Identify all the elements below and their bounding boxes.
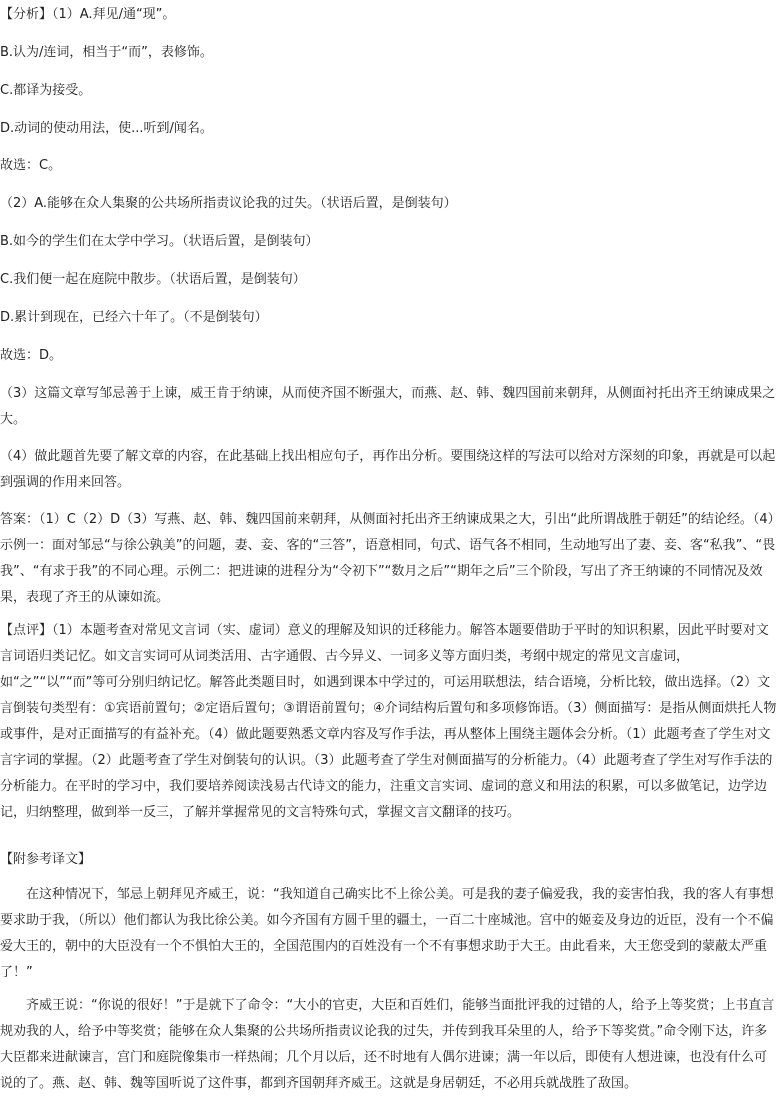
analysis-paragraph-3: （3）这篇文章写邹忌善于上谏，威王肯于纳谏，从而使齐国不断强大，而燕、赵、韩、魏四国前来朝拜，从侧面衬托出齐王纳谏成果之大。 (0, 386, 776, 427)
translation-heading: 【附参考译文】 (0, 852, 92, 867)
comment-paragraph: 【点评】（1）本题考查对常见文言词（实、虚词）意义的理解及知识的迁移能力。解答本题要借助于平时的知识积累，因此平时要对文言词语归类记忆。如文言实词可从词类活用、古字通假、古今异义、一词多义等方面归类，考纲中规定的常见文言虚词，如“之”“以”“而”等可分别归纳记忆。解答此类题目时，如遇到课本中学过的，可运用联想法，结合语境，分析比较，做出选择。（2）文言倒装句类型有：①宾语前置句；②定语后置句；③谓语前置句；④介词结构后置句和多项修饰语。（3）侧面描写：是指从侧面烘托人物或事件，是对正面描写的有益补充。（4）做此题要熟悉文章内容及写作手法，再从整体上围绕主题体会分析。（1）此题考查了学生对文言字词的掌握。（2）此题考查了学生对倒装句的认识。（3）此题考查了学生对侧面描写的分析能力。（4）此题考查了学生对写作手法的分析能力。在平时的学习中，我们要培养阅读浅易古代诗文的能力，注重文言实词、虚词的意义和用法的积累，可以多做笔记，边学边记，归纳整理，做到举一反三，了解并掌握常见的文言特殊句式，掌握文言文翻译的技巧。 (0, 623, 777, 820)
analysis-line-3: C.都译为接受。 (0, 83, 92, 98)
analysis-line-8: C.我们便一起在庭院中散步。（状语后置，是倒装句） (0, 272, 306, 287)
translation-paragraph-2: 齐威王说：“你说的很好！”于是就下了命令：“大小的官吏，大臣和百姓们，能够当面批评我的过错的人，给予上等奖赏；上书直言规劝我的人，给予中等奖赏；能够在众人集聚的公共场所指责议论我的过失，并传到我耳朵里的人，给予下等奖赏。”命令刚下达，许多大臣都来进献谏言，宫门和庭院像集市一样热闹；几个月以后，还不时地有人偶尔进谏；满一年以后，即使有人想进谏，也没有什么可说的了。燕、赵、韩、魏等国听说了这件事，都到齐国朝拜齐威王。这就是身居朝廷，不必用兵就战胜了敌国。 (0, 998, 775, 1091)
translation-paragraph-1: 在这种情况下，邹忌上朝拜见齐威王，说：“我知道自己确实比不上徐公美。可是我的妻子偏爱我，我的妾害怕我，我的客人有事想要求助于我，（所以）他们都认为我比徐公美。如今齐国有方圆千里的疆土，一百二十座城池。宫中的姬妾及身边的近臣，没有一个不偏爱大王的，朝中的大臣没有一个不惧怕大王的，全国范围内的百姓没有一个不有事想求助于大王。由此看来，大王您受到的蒙蔽太严重了！” (0, 887, 774, 980)
analysis-line-2: B.认为/连词，相当于“而”，表修饰。 (0, 45, 213, 60)
analysis-line-7: B.如今的学生们在太学中学习。（状语后置，是倒装句） (0, 234, 319, 249)
analysis-line-6: （2）A.能够在众人集聚的公共场所指责议论我的过失。（状语后置，是倒装句） (0, 196, 457, 211)
analysis-line-9: D.累计到现在，已经六十年了。（不是倒装句） (0, 310, 268, 325)
answer-paragraph: 答案：（1）C（2）D（3）写燕、赵、韩、魏四国前来朝拜，从侧面衬托出齐王纳谏成果之大，引出“此所谓战胜于朝廷”的结论经。（4）示例一：面对邹忌“与徐公孰美”的问题，妻、妾、客的“三答”，语意相同，句式、语气各不相同，生动地写出了妻、妾、客“私我”、“畏我”、“有求于我”的不同心理。示例二：把进谏的进程分为“令初下”“数月之后”“期年之后”三个阶段，写出了齐王纳谏的不同情况及效果，表现了齐王的从谏如流。 (0, 512, 776, 605)
analysis-line-1: 【分析】（1）A.拜见/通“现”。 (0, 7, 176, 22)
analysis-line-10: 故选：D。 (0, 348, 63, 363)
analysis-paragraph-4: （4）做此题首先要了解文章的内容，在此基础上找出相应句子，再作出分析。要围绕这样的写法可以给对方深刻的印象，再就是可以起到强调的作用来回答。 (0, 449, 776, 490)
analysis-line-5: 故选：C。 (0, 158, 62, 173)
analysis-line-4: D.动词的使动用法，使...听到/闻名。 (0, 121, 213, 136)
